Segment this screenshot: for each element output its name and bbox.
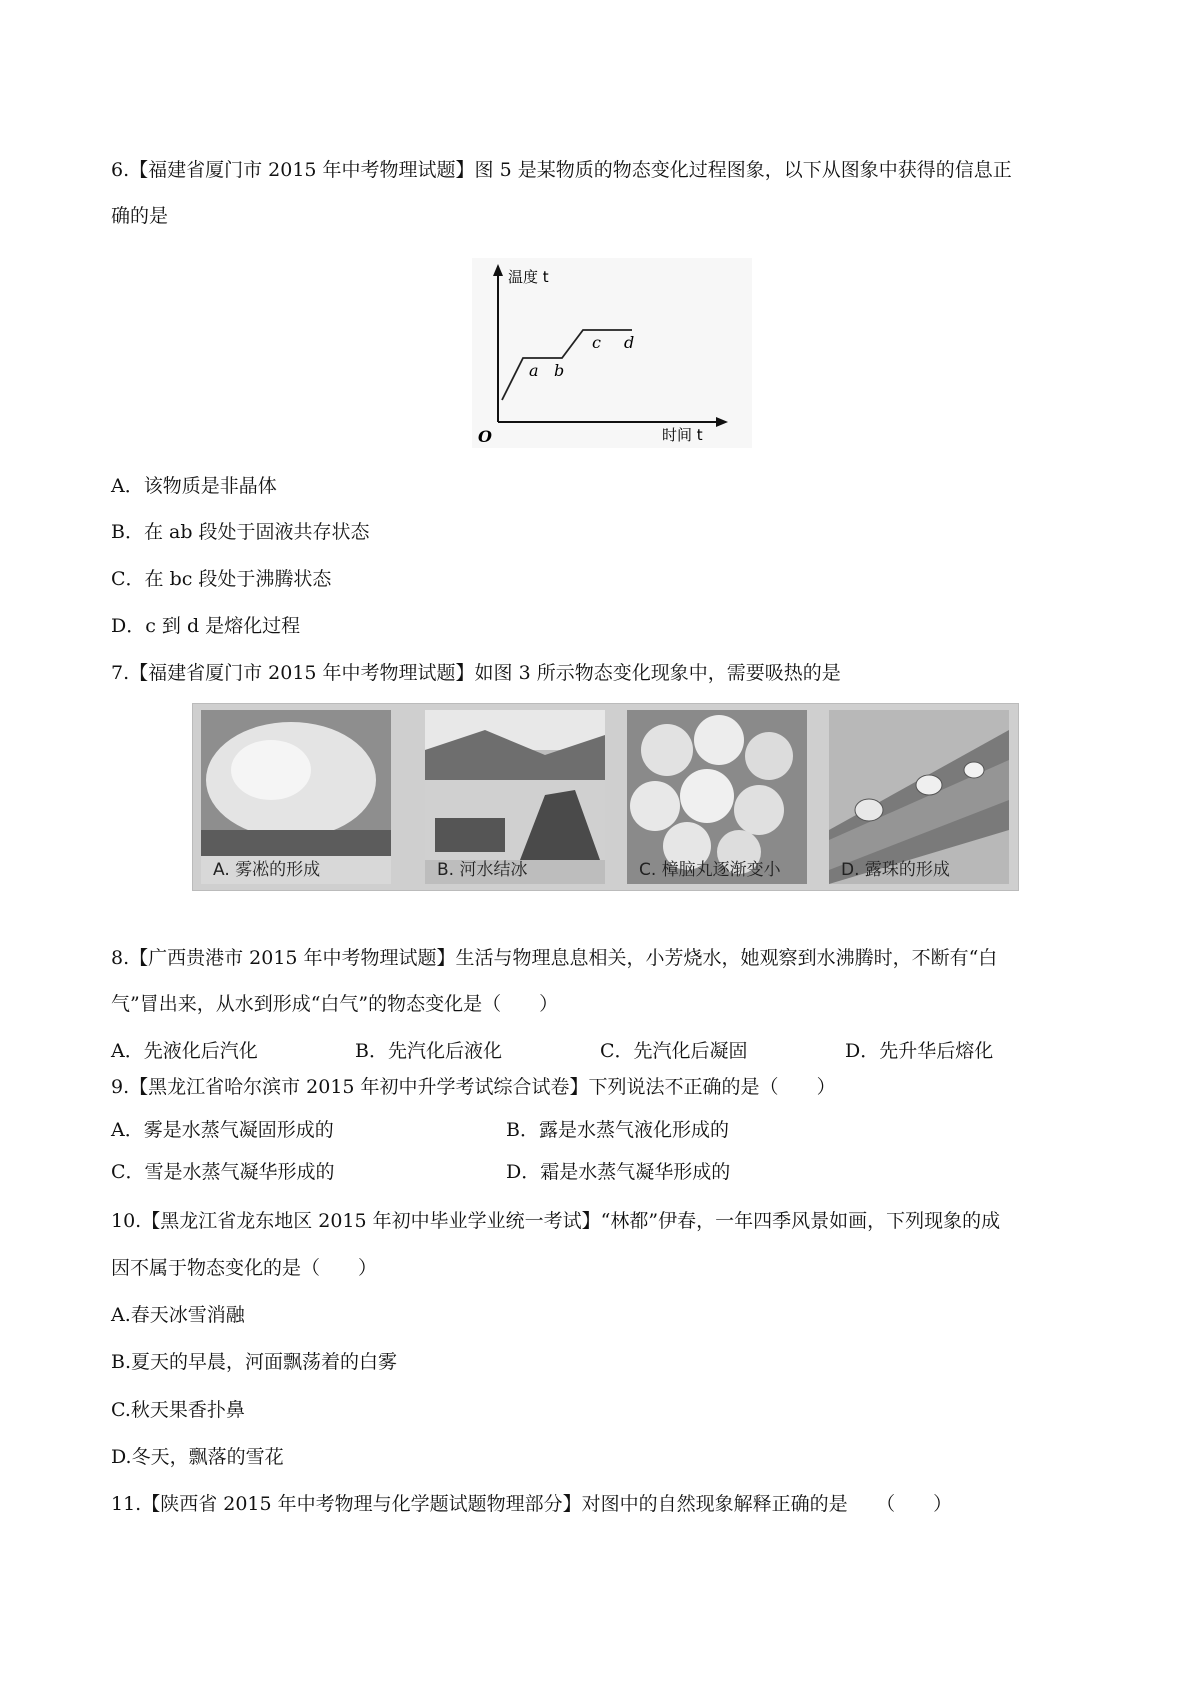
x-axis-label: 时间 t xyxy=(662,426,703,444)
q6-stem-line2: 确的是 xyxy=(111,205,169,227)
phase-change-graph xyxy=(472,258,752,448)
graph-background xyxy=(472,258,752,448)
photo-a-caption: A. 雾凇的形成 xyxy=(213,860,321,880)
phase-change-graph-svg xyxy=(472,258,752,448)
point-label-b: b xyxy=(554,361,565,380)
q9-option-a: A．雾是水蒸气凝固形成的 xyxy=(111,1119,334,1141)
q6-option-c: C．在 bc 段处于沸腾状态 xyxy=(111,568,332,590)
y-axis-label: 温度 t xyxy=(508,268,549,286)
photo-c-caption: C. 樟脑丸逐渐变小 xyxy=(639,860,781,880)
point-label-d: d xyxy=(624,333,635,352)
q9-option-b: B．露是水蒸气液化形成的 xyxy=(506,1119,729,1141)
q10-option-c: C.秋天果香扑鼻 xyxy=(111,1399,245,1421)
point-label-c: c xyxy=(592,333,601,352)
q8-option-a: A．先液化后汽化 xyxy=(111,1040,258,1062)
point-label-a: a xyxy=(529,361,539,380)
photo-d-caption: D. 露珠的形成 xyxy=(841,860,950,880)
q10-option-d: D.冬天，飘落的雪花 xyxy=(111,1446,284,1468)
q8-stem-line1: 8.【广西贵港市 2015 年中考物理试题】生活与物理息息相关，小芳烧水，她观察到水沸腾时，不断有“白 xyxy=(111,947,998,969)
photo-a xyxy=(201,710,391,884)
q8-option-b: B．先汽化后液化 xyxy=(355,1040,502,1062)
q11-stem: 11.【陕西省 2015 年中考物理与化学题试题物理部分】对图中的自然现象解释正确的是 （ ） xyxy=(111,1493,953,1515)
q9-stem: 9.【黑龙江省哈尔滨市 2015 年初中升学考试综合试卷】下列说法不正确的是（ ） xyxy=(111,1076,836,1098)
q6-option-a: A．该物质是非晶体 xyxy=(111,475,277,497)
q6-option-d: D．c 到 d 是熔化过程 xyxy=(111,615,301,637)
q10-stem-line1: 10.【黑龙江省龙东地区 2015 年初中毕业学业统一考试】“林都”伊春，一年四季风景如画，下列现象的成 xyxy=(111,1210,1001,1232)
photo-c xyxy=(627,710,807,884)
photo-b-caption: B. 河水结冰 xyxy=(437,860,528,880)
q9-option-c: C．雪是水蒸气凝华形成的 xyxy=(111,1161,335,1183)
q8-stem-line2: 气”冒出来，从水到形成“白气”的物态变化是（ ） xyxy=(111,993,559,1015)
q10-stem-line2: 因不属于物态变化的是（ ） xyxy=(111,1257,378,1279)
q6-option-b: B．在 ab 段处于固液共存状态 xyxy=(111,521,370,543)
q8-option-d: D．先升华后熔化 xyxy=(845,1040,994,1062)
q10-option-a: A.春天冰雪消融 xyxy=(111,1304,245,1326)
photo-d xyxy=(829,710,1009,884)
q7-photo-strip xyxy=(192,703,1019,891)
q10-option-b: B.夏天的早晨，河面飘荡着的白雾 xyxy=(111,1351,398,1373)
origin-label: O xyxy=(478,427,492,446)
q8-option-c: C．先汽化后凝固 xyxy=(600,1040,748,1062)
q7-stem: 7.【福建省厦门市 2015 年中考物理试题】如图 3 所示物态变化现象中，需要吸热的是 xyxy=(111,662,841,684)
photo-b xyxy=(425,710,605,884)
q6-stem-line1: 6.【福建省厦门市 2015 年中考物理试题】图 5 是某物质的物态变化过程图象，以下从图象中获得的信息正 xyxy=(111,159,1012,181)
q9-option-d: D．霜是水蒸气凝华形成的 xyxy=(506,1161,731,1183)
